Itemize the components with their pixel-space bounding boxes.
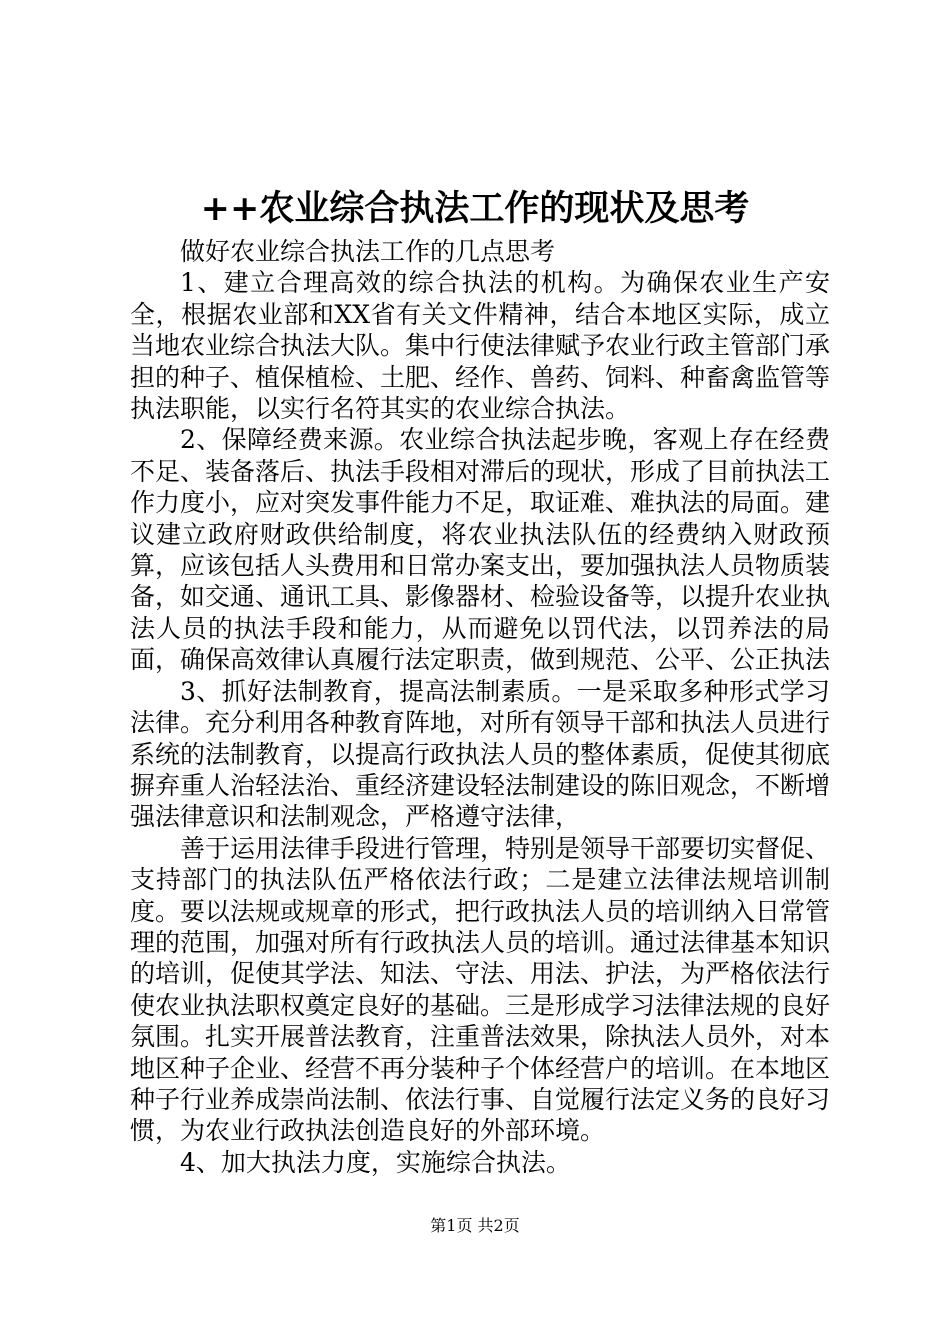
paragraph-3: 3、抓好法制教育，提高法制素质。一是采取多种形式学习法律。充分利用各种教育阵地，对所有领导干部和执法人员进行系统的法制教育，以提高行政执法人员的整体素质，促使其彻底摒弃重人治轻法治、重经济建设轻法制建设的陈旧观念，不断增强法律意识和法制观念，严格遵守法律，: [130, 676, 831, 832]
paragraph-4: 善于运用法律手段进行管理，特别是领导干部要切实督促、支持部门的执法队伍严格依法行政；二是建立法律法规培训制度。要以法规或规章的形式，把行政执法人员的培训纳入日常管理的范围，加强对所有行政执法人员的培训。通过法律基本知识的培训，促使其学法、知法、守法、用法、护法，为严格依法行使农业执法职权奠定良好的基础。三是形成学习法律法规的良好氛围。扎实开展普法教育，注重普法效果，除执法人员外，对本地区种子企业、经营不再分装种子个体经营户的培训。在本地区种子行业养成崇尚法制、依法行事、自觉履行法定义务的良好习惯，为农业行政执法创造良好的外部环境。: [130, 833, 831, 1146]
document-title: ++农业综合执法工作的现状及思考: [200, 188, 750, 229]
paragraph-2: 2、保障经费来源。农业综合执法起步晚，客观上存在经费不足、装备落后、执法手段相对滞后的现状，形成了目前执法工作力度小，应对突发事件能力不足，取证难、难执法的局面。建议建立政府财政供给制度，将农业执法队伍的经费纳入财政预算，应该包括人头费用和日常办案支出，要加强执法人员物质装备，如交通、通讯工具、影像器材、检验设备等，以提升农业执法人员的执法手段和能力，从而避免以罚代法，以罚养法的局面，确保高效律认真履行法定职责，做到规范、公平、公正执法: [130, 425, 831, 675]
document-body: [130, 236, 830, 1178]
paragraph-5: 4、加大执法力度，实施综合执法。: [180, 1147, 571, 1177]
page-footer: 第1页 共2页: [430, 1216, 520, 1235]
paragraph-subtitle: 做好农业综合执法工作的几点思考: [180, 237, 556, 266]
paragraph-1: 1、建立合理高效的综合执法的机构。为确保农业生产安全，根据农业部和XX省有关文件精神，结合本地区实际，成立当地农业综合执法大队。集中行使法律赋予农业行政主管部门承担的种子、植保植检、土肥、经作、兽药、饲料、种畜禽监管等执法职能，以实行名符其实的农业综合执法。: [130, 268, 831, 424]
